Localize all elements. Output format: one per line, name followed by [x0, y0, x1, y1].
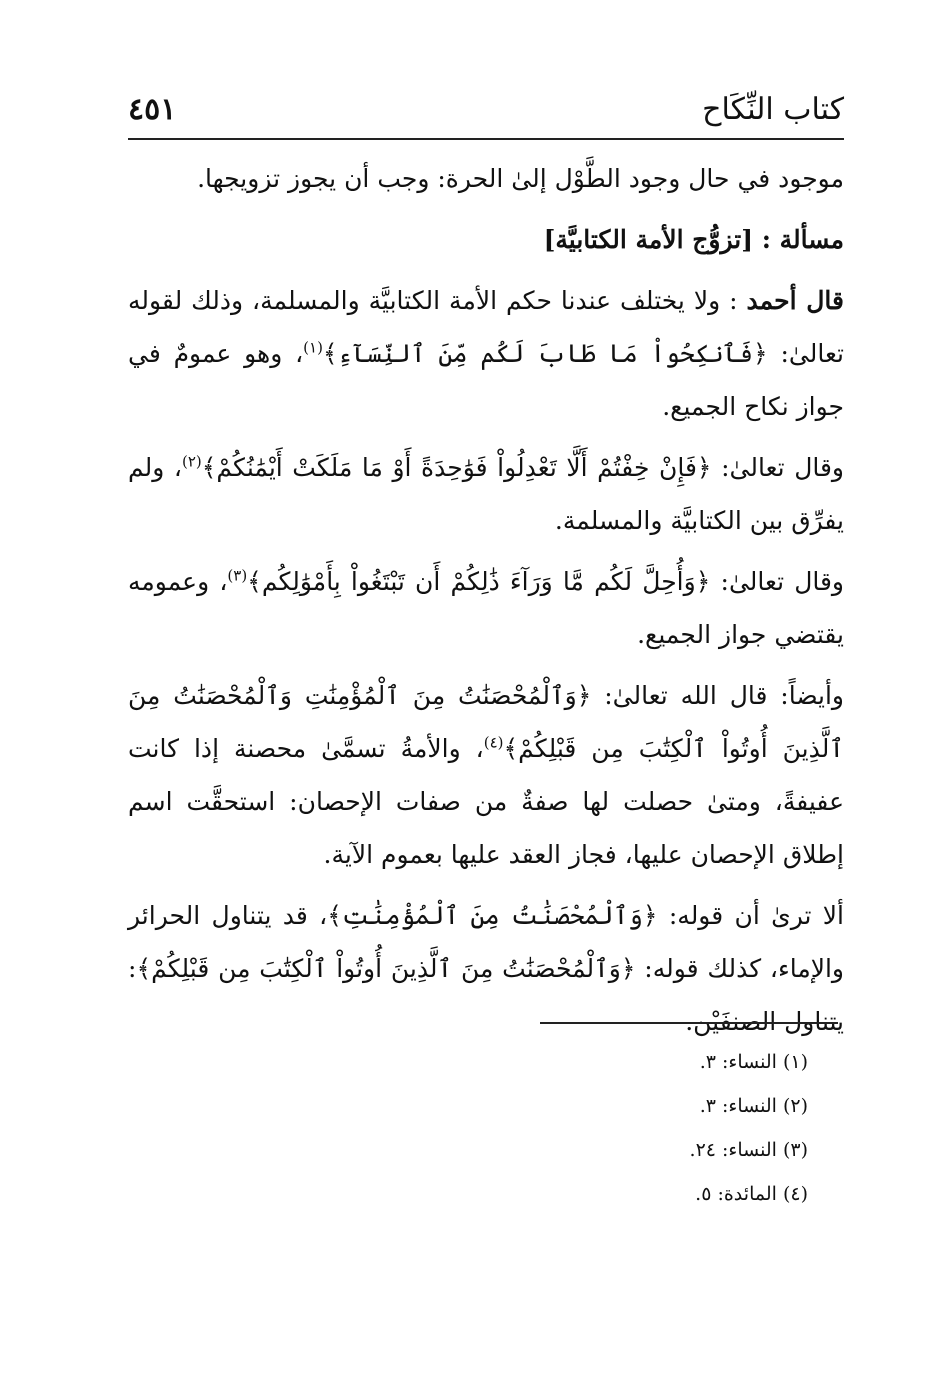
footnotes [128, 1040, 808, 1216]
footnote-divider [540, 1022, 838, 1024]
footnote-4: (٤) المائدة: ٥. [695, 1183, 808, 1205]
paragraph-4-text: وقال تعالىٰ: [711, 453, 844, 482]
book-title: كتاب النِّكَاح [702, 92, 844, 127]
quran-verse-2: ﴿فَإِنْ خِفْتُمْ أَلَّا تَعْدِلُواْ فَوَٰحِدَةً أَوْ مَا مَلَكَتْ أَيْمَٰنُكُمْ﴾ [201, 453, 712, 482]
footnote-ref-4: (٤) [483, 733, 504, 752]
quran-verse-6: ﴿وَٱلْمُحْصَنَٰتُ مِنَ ٱلَّذِينَ أُوتُواْ ٱلْكِتَٰبَ مِن قَبْلِكُمْ﴾ [136, 954, 636, 983]
quran-verse-1: ﴿فَٱنكِحُواْ مَا طَابَ لَكُم مِّنَ ٱلنِّسَآءِ﴾ [322, 339, 768, 368]
page-number: ٤٥١ [128, 92, 177, 127]
quran-verse-4: ﴿وَٱلْمُحْصَنَٰتُ مِنَ ٱلْمُؤْمِنَٰتِ وَٱلْمُحْصَنَٰتُ مِنَ ٱلَّذِينَ أُوتُواْ ٱلْكِتَٰبَ مِن قَبْلِكُمْ﴾ [128, 681, 844, 763]
paragraph-3-tail: ، وهو عمومٌ في جواز نكاح الجميع. [128, 339, 844, 421]
paragraph-6-text: وأيضاً: قال الله تعالىٰ: [591, 681, 844, 710]
main-text [128, 152, 844, 1056]
quran-verse-3: ﴿وَأُحِلَّ لَكُم مَّا وَرَآءَ ذَٰلِكُمْ أَن تَبْتَغُواْ بِأَمْوَٰلِكُم﴾ [247, 567, 711, 596]
footnote-1: (١) النساء: ٣. [699, 1051, 808, 1073]
paragraph-6-tail: ، والأمةُ تسمَّىٰ محصنة إذا كانت عفيفةً، ومتىٰ حصلت لها صفةٌ من صفات الإحصان: استحقَّت اسم إطلاق الإحصان عليها، فجاز العقد عليها بعموم الآية. [128, 734, 844, 869]
quran-verse-5: ﴿وَٱلْمُحْصَنَٰتُ مِنَ ٱلْمُؤْمِنَٰتِ﴾ [327, 901, 658, 930]
page-header [128, 78, 844, 140]
paragraph-5-text: وقال تعالىٰ: [710, 567, 845, 596]
paragraph-7-mid: ، قد يتناول الحرائر والإماء، كذلك قوله: [128, 901, 844, 983]
footnote-3: (٣) النساء: ٢٤. [689, 1139, 808, 1161]
footnote-2: (٢) النساء: ٣. [699, 1095, 808, 1117]
paragraph-7 [128, 889, 844, 1048]
paragraph-5 [128, 555, 844, 661]
paragraph-7-tail: : يتناول الصنفَيْن. [128, 954, 844, 1036]
paragraph-7-text: ألا ترىٰ أن قوله: [657, 901, 844, 930]
footnote-ref-3: (٣) [227, 566, 248, 585]
paragraph-4 [128, 441, 844, 547]
speaker-name: قال أحمد [746, 286, 844, 315]
paragraph-3 [128, 274, 844, 433]
paragraph-1: موجود في حال وجود الطَّوْل إلىٰ الحرة: وجب أن يجوز تزويجها. [197, 164, 844, 193]
footnote-ref-2: (٢) [181, 452, 202, 471]
footnote-ref-1: (١) [303, 338, 323, 357]
paragraph-5-tail: ، وعمومه يقتضي جواز الجميع. [128, 567, 844, 649]
paragraph-3-text: : ولا يختلف عندنا حكم الأمة الكتابيَّة والمسلمة، وذلك لقوله تعالىٰ: [128, 286, 844, 368]
paragraph-6 [128, 669, 844, 881]
paragraph-4-tail: ، ولم يفرِّق بين الكتابيَّة والمسلمة. [128, 453, 844, 535]
section-heading: مسألة : [تزوُّج الأمة الكتابيَّة] [543, 225, 844, 254]
header-rule [128, 138, 844, 140]
